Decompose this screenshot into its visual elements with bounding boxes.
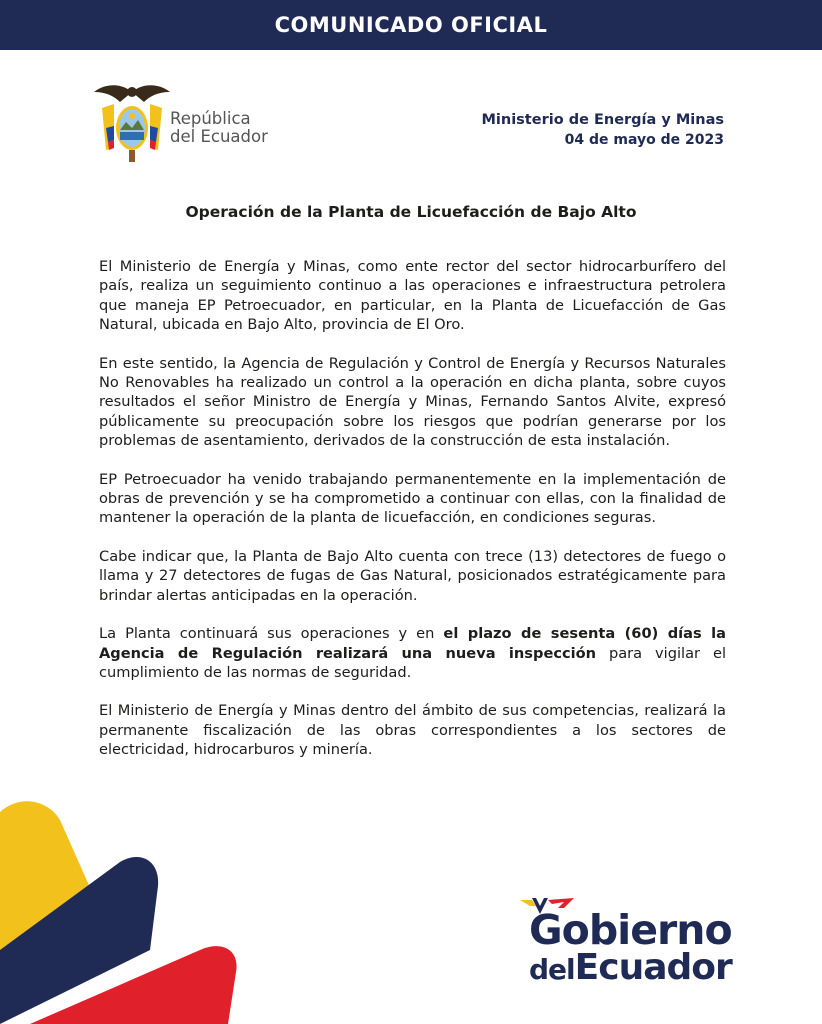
republic-line2: del Ecuador [170,127,268,146]
document-title: Operación de la Planta de Licuefacción de Bajo Alto [185,203,637,221]
del-ecuador-word [529,948,732,994]
ministry-name: Ministerio de Energía y Minas [481,112,724,128]
paragraph-1: El Ministerio de Energía y Minas, como ente rector del sector hidrocarburífero del país, realiza un seguimiento continuo a las operaciones e infraestructura petrolera que maneja EP Petroecuador, en particular, en la Planta de Licuefacción de Gas Natural, ubicada en Bajo Alto, provincia de El Oro. [99,258,726,334]
gobierno-word: Gobierno [529,906,732,954]
document-body [99,257,726,779]
republic-wordmark [170,110,268,146]
gobierno-logo [515,893,730,998]
header-title: COMUNICADO OFICIAL [274,13,548,37]
paragraph-6: El Ministerio de Energía y Minas dentro del ámbito de sus competencias, realizará la permanente fiscalización de las obras correspondientes a los sectores de electricidad, hidrocarburos y minería. [99,702,726,759]
paragraph-5-start: La Planta continuará sus operaciones y en [99,625,444,643]
decorative-tricolor-shapes [0,800,260,1024]
header-bar [0,0,822,50]
paragraph-3: EP Petroecuador ha venido trabajando permanentemente en la implementación de obras de prevención y se ha comprometido a continuar con ellas, con la finalidad de mantener la operación de la planta de licuefacción, en condiciones seguras. [99,470,726,527]
coat-of-arms-icon [92,78,172,168]
ministry-block [481,110,724,150]
paragraph-2: En este sentido, la Agencia de Regulación y Control de Energía y Recursos Naturales No Renovables ha realizado un control a la operación en dicha planta, sobre cuyos resultados el señor Ministro de Energía y Minas, Fernando Santos Alvite, expresó públicamente su preocupación sobre los riesgos que podrían generarse por los problemas de asentamiento, derivados de la construcción de esta instalación. [99,354,726,450]
ecuador-word: Ecuador [574,947,732,988]
paragraph-5-end: para vigilar el cumplimiento de las normas de seguridad. [99,644,727,681]
paragraph-4: Cabe indicar que, la Planta de Bajo Alto cuenta con trece (13) detectores de fuego o llama y 27 detectores de fugas de Gas Natural, posicionados estratégicamente para brindar alertas anticipadas en la operación. [99,547,726,604]
paragraph-5-bold: el plazo de sesenta (60) días la Agencia de Regulación realizará una nueva inspección [99,625,726,662]
release-date: 04 de mayo de 2023 [564,132,724,148]
paragraph-5 [99,624,726,682]
republic-line1: República [170,109,251,128]
del-word: del [529,953,575,986]
